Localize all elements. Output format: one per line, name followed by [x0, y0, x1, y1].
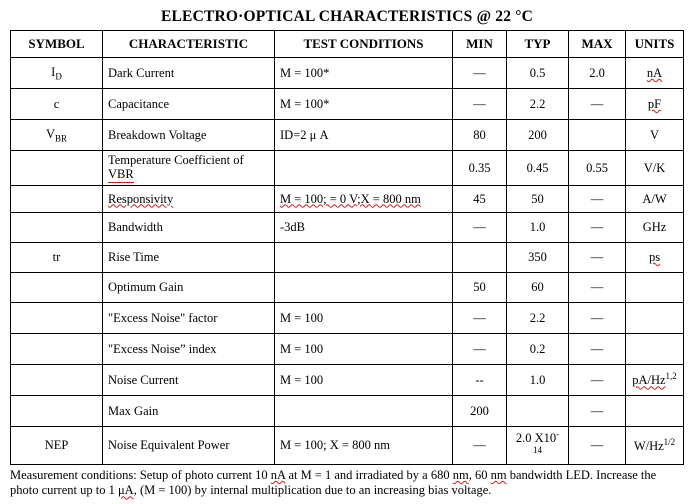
cell-typ: 2.2 [507, 89, 569, 120]
cell-max: — [569, 272, 626, 302]
cell-symbol: $I_D$ [11, 58, 103, 89]
footnote-unit-nm-2: nm [490, 467, 507, 482]
cell-test-conditions: M = 100 [275, 364, 453, 395]
cell-symbol: c [11, 89, 103, 120]
cell-characteristic: Responsivity [103, 185, 275, 212]
cell-typ [507, 395, 569, 426]
cell-typ: 0.2 [507, 333, 569, 364]
footnote-text-2: at M = 1 and irradiated by a 680 [285, 467, 453, 482]
column-header-units: UNITS [626, 31, 684, 58]
cell-characteristic: Bandwidth [103, 212, 275, 242]
cell-typ: 1.0 [507, 212, 569, 242]
cell-units [626, 302, 684, 333]
cell-test-conditions: M = 100; X = 800 nm [275, 426, 453, 464]
cell-min: — [453, 426, 507, 464]
cell-units: pA/Hz$^{1,2}$ [626, 364, 684, 395]
cell-min: — [453, 58, 507, 89]
cell-units: V/K [626, 151, 684, 186]
cell-typ: 0.45 [507, 151, 569, 186]
cell-test-conditions: M = 100 [275, 333, 453, 364]
table-row [11, 185, 684, 212]
cell-characteristic [103, 151, 275, 186]
column-header-max: MAX [569, 31, 626, 58]
cell-max: 2.0 [569, 58, 626, 89]
cell-typ: 200 [507, 120, 569, 151]
cell-symbol [11, 212, 103, 242]
cell-test-conditions: -3dB [275, 212, 453, 242]
footnote-text-1: Measurement conditions: Setup of photo current 10 [10, 467, 271, 482]
cell-test-conditions: M = 100* [275, 58, 453, 89]
cell-typ: 2.2 [507, 302, 569, 333]
cell-test-conditions [275, 242, 453, 272]
cell-min: — [453, 89, 507, 120]
cell-max: — [569, 333, 626, 364]
cell-min: 50 [453, 272, 507, 302]
cell-characteristic: Breakdown Voltage [103, 120, 275, 151]
footnote-unit-na: nA [270, 467, 286, 482]
cell-max: — [569, 395, 626, 426]
cell-characteristic: Rise Time [103, 242, 275, 272]
column-header-symbol: SYMBOL [11, 31, 103, 58]
cell-units: A/W [626, 185, 684, 212]
cell-symbol: tr [11, 242, 103, 272]
cell-typ: 0.5 [507, 58, 569, 89]
table-row [11, 58, 684, 89]
measurement-conditions-footnote [10, 468, 683, 499]
cell-units: V [626, 120, 684, 151]
cell-characteristic: Max Gain [103, 395, 275, 426]
cell-max: — [569, 302, 626, 333]
column-header-test-conditions: TEST CONDITIONS [275, 31, 453, 58]
table-row [11, 302, 684, 333]
cell-units: $W/Hz^{1/2}$ [626, 426, 684, 464]
cell-test-conditions [275, 272, 453, 302]
cell-test-conditions [275, 151, 453, 186]
cell-max: — [569, 242, 626, 272]
table-header-row [11, 31, 684, 58]
cell-test-conditions: ID=2 μ A [275, 120, 453, 151]
cell-characteristic: Optimum Gain [103, 272, 275, 302]
cell-max: — [569, 364, 626, 395]
cell-units [626, 395, 684, 426]
cell-characteristic: Dark Current [103, 58, 275, 89]
table-row [11, 364, 684, 395]
characteristic-line-2: VBR [108, 167, 134, 182]
cell-typ: 50 [507, 185, 569, 212]
cell-units: ps [626, 242, 684, 272]
cell-min: 45 [453, 185, 507, 212]
cell-characteristic: "Excess Noise” index [103, 333, 275, 364]
cell-symbol [11, 151, 103, 186]
cell-symbol: $V_{BR}$ [11, 120, 103, 151]
cell-symbol [11, 395, 103, 426]
cell-max [569, 120, 626, 151]
column-header-typ: TYP [507, 31, 569, 58]
footnote-text-3: , 60 [468, 467, 491, 482]
cell-units: nA [626, 58, 684, 89]
table-row [11, 426, 684, 464]
column-header-min: MIN [453, 31, 507, 58]
cell-max: 0.55 [569, 151, 626, 186]
cell-symbol [11, 364, 103, 395]
footnote-text-5: LED. Increase the photo current up to 1 [10, 467, 657, 498]
table-row [11, 89, 684, 120]
cell-typ: 350 [507, 242, 569, 272]
cell-max: — [569, 185, 626, 212]
cell-min [453, 242, 507, 272]
table-row [11, 151, 684, 186]
cell-typ: 60 [507, 272, 569, 302]
cell-characteristic: Capacitance [103, 89, 275, 120]
cell-units [626, 272, 684, 302]
characteristic-line-1: Temperature Coefficient of [108, 153, 244, 167]
cell-min: — [453, 333, 507, 364]
electro-optical-characteristics-table [10, 30, 684, 465]
cell-test-conditions: M = 100; = 0 V;X = 800 nm [275, 185, 453, 212]
cell-characteristic: Noise Equivalent Power [103, 426, 275, 464]
cell-symbol [11, 333, 103, 364]
cell-min: 0.35 [453, 151, 507, 186]
cell-test-conditions: M = 100* [275, 89, 453, 120]
cell-test-conditions [275, 395, 453, 426]
table-row [11, 272, 684, 302]
cell-typ: 1.0 [507, 364, 569, 395]
table-row [11, 333, 684, 364]
cell-max: — [569, 89, 626, 120]
table-row [11, 395, 684, 426]
cell-min: 80 [453, 120, 507, 151]
cell-symbol [11, 272, 103, 302]
table-row [11, 242, 684, 272]
cell-symbol [11, 302, 103, 333]
cell-min: 200 [453, 395, 507, 426]
cell-symbol [11, 185, 103, 212]
cell-max: — [569, 212, 626, 242]
table-row [11, 120, 684, 151]
footnote-unit-ua: μA [117, 483, 134, 498]
cell-min: — [453, 302, 507, 333]
table-row [11, 212, 684, 242]
cell-max: — [569, 426, 626, 464]
cell-characteristic: Noise Current [103, 364, 275, 395]
cell-units: pF [626, 89, 684, 120]
cell-characteristic: "Excess Noise" factor [103, 302, 275, 333]
footnote-unit-nm-1: nm [452, 467, 469, 482]
footnote-text-4: bandwidth [506, 467, 563, 482]
cell-units: GHz [626, 212, 684, 242]
cell-min: — [453, 212, 507, 242]
cell-test-conditions: M = 100 [275, 302, 453, 333]
footnote-text-6: , (M = 100) by internal multiplication due to an increasing bias voltage. [133, 483, 492, 498]
cell-units [626, 333, 684, 364]
page-title: ELECTRO·OPTICAL CHARACTERISTICS @ 22 °C [160, 8, 534, 25]
column-header-characteristic: CHARACTERISTIC [103, 31, 275, 58]
cell-min: -- [453, 364, 507, 395]
cell-symbol: NEP [11, 426, 103, 464]
cell-typ: 2.0 $X10^{-14}$ [507, 426, 569, 464]
